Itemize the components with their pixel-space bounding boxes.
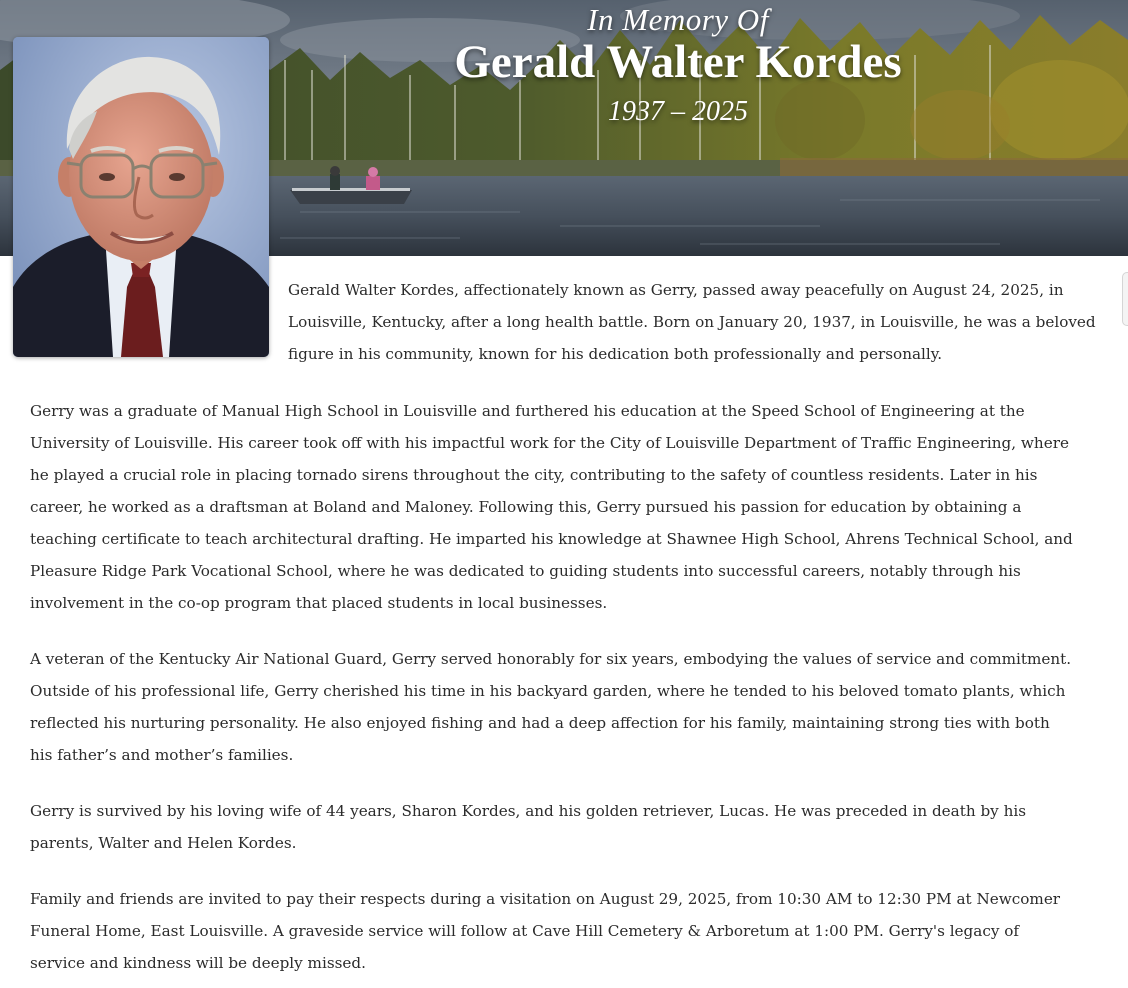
portrait-photo-icon — [13, 37, 269, 357]
obituary-survivors-paragraph: Gerry is survived by his loving wife of 44 years, Sharon Kordes, and his golden retriever, Lucas. He was preceded in death by his parents, Walter and Helen Kordes. — [30, 802, 1027, 852]
life-dates: 1937 – 2025 — [608, 96, 748, 127]
in-memory-of-heading: In Memory Of — [587, 2, 769, 37]
portrait-photo — [13, 37, 269, 357]
deceased-name: Gerald Walter Kordes — [454, 36, 902, 88]
obituary-intro-paragraph: Gerald Walter Kordes, affectionately known as Gerry, passed away peacefully on August 24, 2025, in Louisville, Kentucky, after a long health battle. Born on January 20, 1937, in Louisville, he was a beloved figure in his community, known for his dedication both professionally and personally. — [288, 281, 1096, 363]
obituary-career-paragraph: Gerry was a graduate of Manual High School in Louisville and furthered his education at the Speed School of Engineering at the University of Louisville. His career took off with his impactful work for the City of Louisville Department of Traffic Engineering, where he played a crucial role in placing tornado sirens throughout the city, contributing to the safety of countless residents. Later in his career, he worked as a draftsman at Boland and Maloney. Following this, Gerry pursued his passion for education by obtaining a teaching certificate to teach architectural drafting. He imparted his knowledge at Shawnee High School, Ahrens Technical School, and Pleasure Ridge Park Vocational School, where he was dedicated to guiding students into successful careers, notably through his involvement in the co-op program that placed students in local businesses. — [30, 402, 1073, 612]
obituary-services-paragraph: Family and friends are invited to pay their respects during a visitation on August 29, 2025, from 10:30 AM to 12:30 PM at Newcomer Funeral Home, East Louisville. A graveside service will follow at Cave Hill Cemetery & Arboretum at 1:00 PM. Gerry's legacy of service and kindness will be deeply missed. — [30, 890, 1061, 972]
side-panel-tab[interactable] — [1122, 272, 1128, 326]
obituary-service-paragraph: A veteran of the Kentucky Air National Guard, Gerry served honorably for six years, embodying the values of service and commitment. Outside of his professional life, Gerry cherished his time in his backyard garden, where he tended to his beloved tomato plants, which reflected his nurturing personality. He also enjoyed fishing and had a deep affection for his family, maintaining strong ties with both his father’s and mother’s families. — [30, 650, 1072, 764]
